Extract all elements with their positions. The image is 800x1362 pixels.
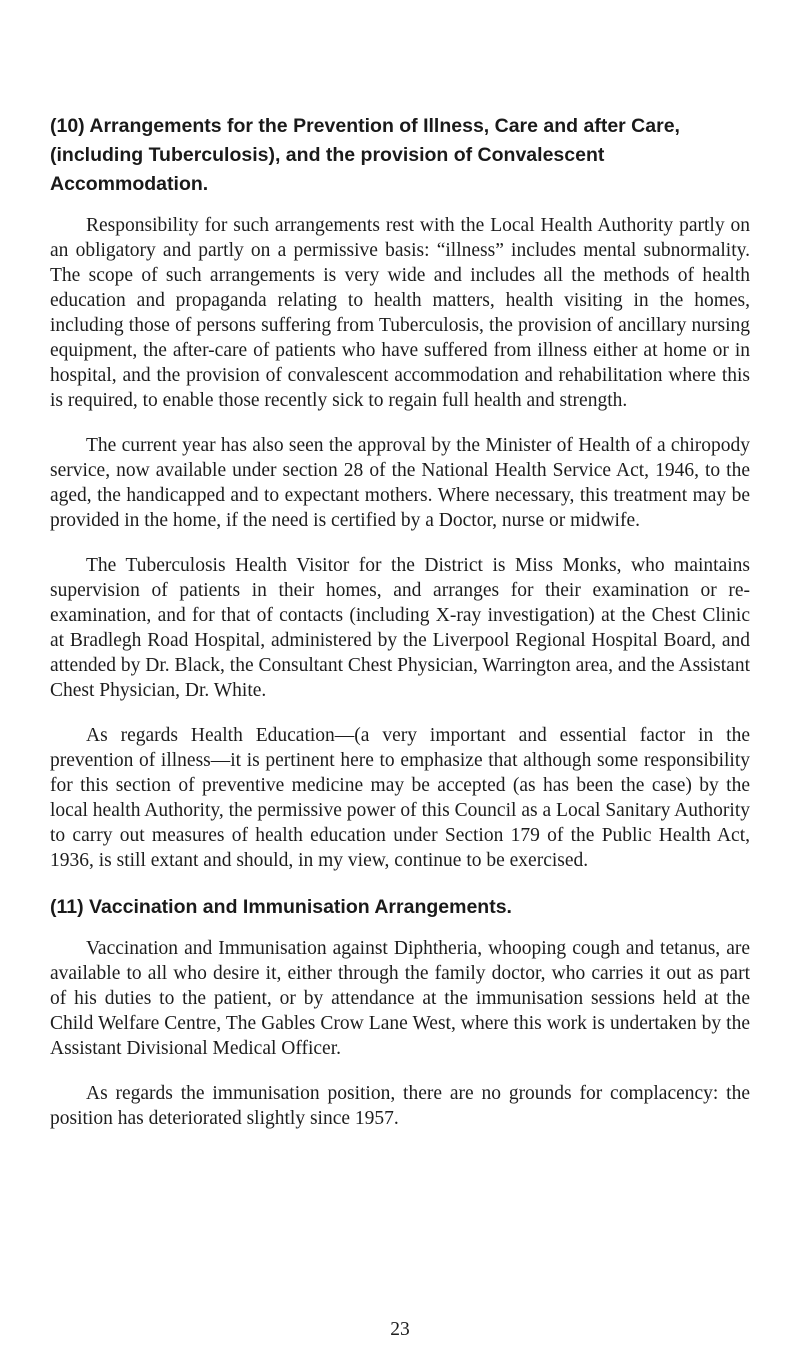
section-10-paragraph-1: Responsibility for such arrangements rest with the Local Health Authority partly on an obligatory and partly on a permissive basis: “illness” includes mental subnormality. The scope of such arrangements is very wide and includes all the methods of health education and propaganda relating to health matters, health visiting in the homes, including those of persons suffering from Tuberculosis, the provision of ancillary nursing equipment, the after-care of patients who have suffered from illness either at home or in hospital, and the provision of convalescent accommodation and rehabilitation where this is required, to enable those recently sick to regain full health and strength.: [50, 215, 750, 411]
section-11-heading: (11) Vaccination and Immunisation Arrangements.: [50, 896, 512, 918]
page-number: 23: [390, 1319, 410, 1340]
section-11-paragraph-1: Vaccination and Immunisation against Diphtheria, whooping cough and tetanus, are available to all who desire it, either through the family doctor, who carries it out as part of his duties to the patient, or by attendance at the immunisation sessions held at the Child Welfare Centre, The Gables Crow Lane West, where this work is undertaken by the Assistant Divisional Medical Officer.: [50, 938, 750, 1059]
section-10-paragraph-3: The Tuberculosis Health Visitor for the District is Miss Monks, who maintains supervision of patients in their homes, and arranges for their examination or re-examination, and for that of contacts (including X-ray investigation) at the Chest Clinic at Bradlegh Road Hospital, administered by the Liverpool Regional Hospital Board, and attended by Dr. Black, the Consultant Chest Physician, Warrington area, and the Assistant Chest Physician, Dr. White.: [50, 555, 750, 701]
section-11-paragraph-2: As regards the immunisation position, there are no grounds for complacency: the position has deteriorated slightly since 1957.: [50, 1083, 750, 1129]
section-10-heading: (10) Arrangements for the Prevention of Illness, Care and after Care, (including Tuberculosis), and the provision of Convalescent Accommodation.: [50, 115, 680, 195]
section-10-paragraph-4: As regards Health Education—(a very important and essential factor in the prevention of illness—it is pertinent here to emphasize that although some responsibility for this section of preventive medicine may be accepted (as has been the case) by the local health Authority, the permissive power of this Council as a Local Sanitary Authority to carry out measures of health education under Section 179 of the Public Health Act, 1936, is still extant and should, in my view, continue to be exercised.: [50, 725, 750, 871]
section-10-paragraph-2: The current year has also seen the approval by the Minister of Health of a chiropody service, now available under section 28 of the National Health Service Act, 1946, to the aged, the handicapped and to expectant mothers. Where necessary, this treatment may be provided in the home, if the need is certified by a Doctor, nurse or midwife.: [50, 435, 750, 531]
document-page: [50, 112, 750, 1151]
